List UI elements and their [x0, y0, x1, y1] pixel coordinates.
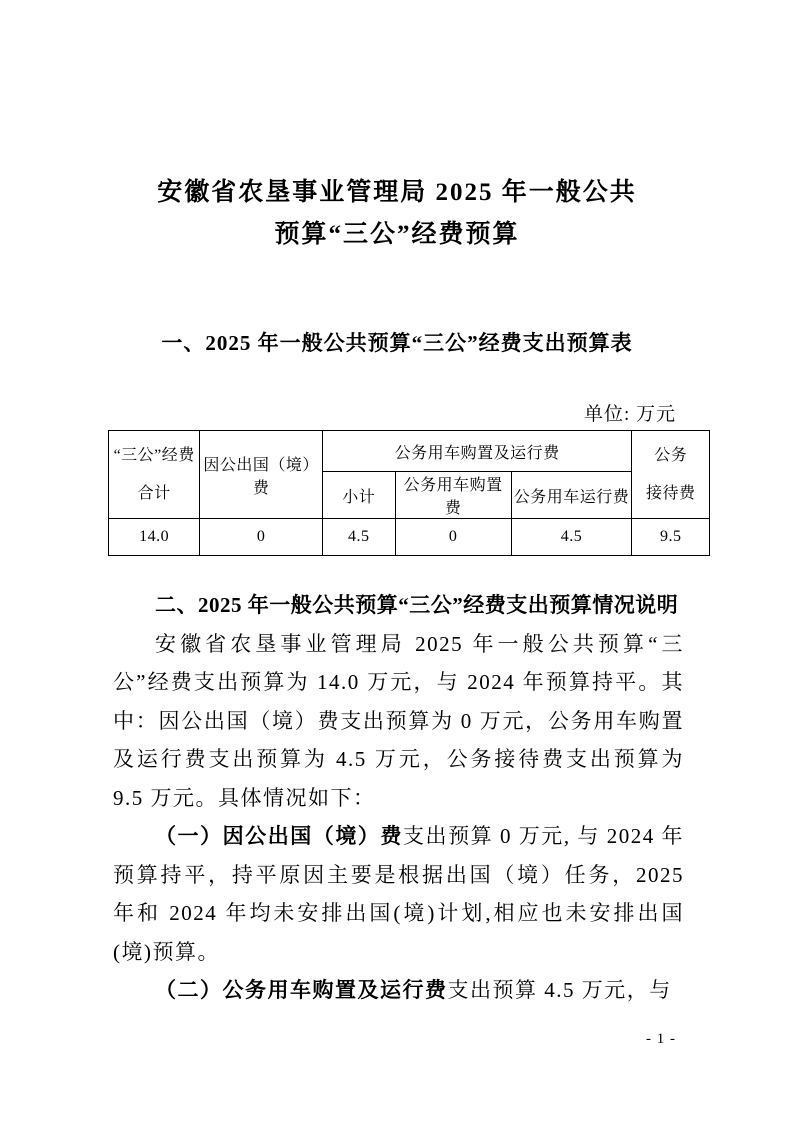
doc-title	[0, 172, 794, 256]
header-vehicle-subtotal: 小计	[322, 472, 395, 519]
body-text	[113, 586, 684, 1010]
doc-title-line2: 预算“三公”经费预算	[274, 221, 520, 248]
doc-title-line1: 安徽省农垦事业管理局 2025 年一般公共	[157, 179, 637, 206]
paragraph-item1-text: 支出预算 0 万元, 与 2024 年预算持平，持平原因主要是根据出国（境）任务，2025 年和 2024 年均未安排出国(境)计划,相应也未安排出国(境)预算。	[113, 824, 685, 964]
budget-table	[108, 430, 710, 556]
header-vehicle-group: 公务用车购置及运行费	[322, 431, 632, 472]
header-total	[109, 431, 200, 519]
paragraph-item2-text: 支出预算 4.5 万元，与	[447, 978, 672, 1002]
header-vehicle-purchase: 公务用车购置费	[395, 472, 511, 519]
header-total-line2: 合计	[137, 484, 171, 502]
unit-note: 单位: 万元	[583, 404, 676, 425]
paragraph-intro-text: 安徽省农垦事业管理局 2025 年一般公共预算“三公”经费支出预算为 14.0 万元，与 2024 年预算持平。其中：因公出国（境）费支出预算为 0 万元，公务用车购置及运行费支出预算为 4.5 万元，公务接待费支出预算为 9.5 万元。具体情况如下：	[113, 631, 684, 810]
paragraph-intro	[113, 625, 684, 818]
header-reception-line2: 接待费	[645, 484, 696, 502]
header-reception-line1: 公务	[654, 446, 688, 464]
section2-heading: 二、2025 年一般公共预算“三公”经费支出预算情况说明	[155, 593, 679, 617]
header-total-line1: “三公”经费	[113, 446, 195, 464]
header-reception	[632, 431, 710, 519]
table-row	[109, 519, 710, 556]
cell-vehicle-operation: 4.5	[511, 519, 632, 556]
cell-total: 14.0	[109, 519, 200, 556]
header-abroad: 因公出国（境）费	[200, 431, 323, 519]
paragraph-item2-lead: （二）公务用车购置及运行费	[155, 978, 448, 1002]
header-vehicle-operation: 公务用车运行费	[511, 472, 632, 519]
paragraph-item2	[113, 971, 684, 1010]
cell-abroad: 0	[200, 519, 323, 556]
cell-vehicle-subtotal: 4.5	[322, 519, 395, 556]
section1-heading: 一、2025 年一般公共预算“三公”经费支出预算表	[161, 331, 633, 355]
page-number: - 1 -	[646, 1031, 676, 1047]
cell-reception: 9.5	[632, 519, 710, 556]
paragraph-item1-lead: （一）因公出国（境）费	[155, 824, 403, 848]
paragraph-item1	[113, 817, 684, 971]
cell-vehicle-purchase: 0	[395, 519, 511, 556]
